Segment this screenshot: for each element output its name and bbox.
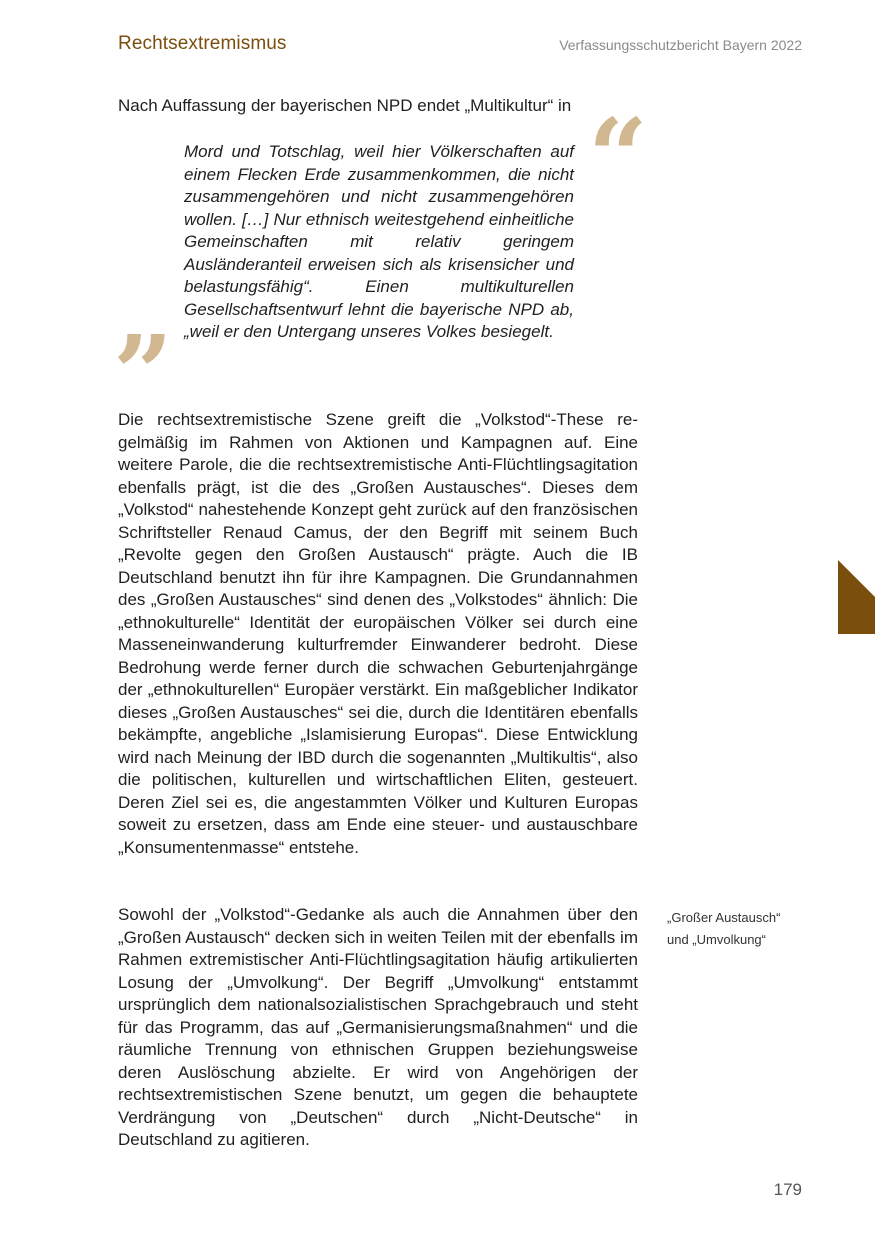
margin-note-line: „Großer Austausch“ <box>667 910 781 925</box>
opening-quote-mark: “ <box>588 95 648 218</box>
report-title: Verfassungsschutzbericht Bayern 2022 <box>559 37 802 53</box>
paragraph-volkstod-austausch: Die rechtsextremistische Szene greift die „Volkstod“-These regelmäßig im Rahmen von Aktionen und Kampagnen auf. Eine weitere Parole, die die rechtsextremistische Anti-Flüchtlingsagitation ebenfalls prägt, ist die des „Großen Austausches“. Dieses dem „Volkstod“ nahestehende Konzept geht zurück auf den französischen Schriftsteller Renaud Camus, der den Begriff mit seinem Buch „Revolte gegen den Großen Austausch“ prägte. Auch die IB Deutschland benutzt ihn für ihre Kampagnen. Die Grundannahmen des „Großen Austausches“ sind denen des „Volkstodes“ ähnlich: Die „ethnokulturelle“ Identität der europäischen Völker sei durch eine Masseneinwanderung kulturfremder Einwanderer bedroht. Diese Bedrohung werde ferner durch die schwachen Geburtenjahrgänge der „ethnokulturellen“ Europäer verstärkt. Ein maßgeblicher Indikator dieses „Großen Austausches“ sei die, durch die Identitären ebenfalls bekämpfte, angebliche „Islamisierung Europas“. Diese Entwicklung wird nach Meinung der IBD durch die sogenannten „Multikultis“, also die politischen, kulturellen und wirtschaftlichen Eliten, gesteuert. Deren Ziel sei es, die angestammten Völker und Kulturen Europas soweit zu ersetzen, dass am Ende eine steuer- und austauschbare „Konsumentenmasse“ entstehe. <box>118 410 638 857</box>
npd-quote: Mord und Totschlag, weil hier Völkerschaften auf einem Flecken Erde zusammenkommen, die nicht zusammengehören und nicht zusammengehören wollen. […] Nur ethnisch weitestgehend einheitliche Gemeinschaften mit relativ geringem Ausländeranteil erweisen sich als krisensicher und belastungsfähig“. Einen multikulturellen Gesellschaftsentwurf lehnt die bayerische NPD ab, „weil er den Untergang unseres Volkes besiegelt. <box>184 142 574 341</box>
paragraph-umvolkung: Sowohl der „Volkstod“-Gedanke als auch die Annahmen über den „Großen Austausch“ decken sich in weiten Teilen mit der ebenfalls im Rahmen extremistischer Anti-Flüchtlingsagitation häufig artikulierten Losung der „Umvolkung“. Der Begriff „Umvolkung“ entstammt ursprünglich dem nationalsozialistischen Sprachgebrauch und steht für das Programm, das auf „Germanisierungsmaßnahmen“ und die räumliche Trennung von ethnischen Gruppen beziehungsweise deren Auslöschung abzielte. Er wird von Angehörigen der rechtsextremistischen Szene benutzt, um gegen die behauptete Verdrängung von „Deutschen“ durch „Nicht-Deutsche“ in Deutschland zu agitieren. <box>118 905 638 1149</box>
margin-note-line: und „Umvolkung“ <box>667 932 766 947</box>
chapter-tab-marker <box>838 560 875 634</box>
intro-sentence: Nach Auffassung der bayerischen NPD endet „Multikultur“ in <box>118 96 572 115</box>
page-number: 179 <box>773 1180 802 1199</box>
margin-note <box>667 907 817 951</box>
closing-quote-mark: ” <box>113 312 173 435</box>
section-title: Rechtsextremismus <box>118 33 287 54</box>
